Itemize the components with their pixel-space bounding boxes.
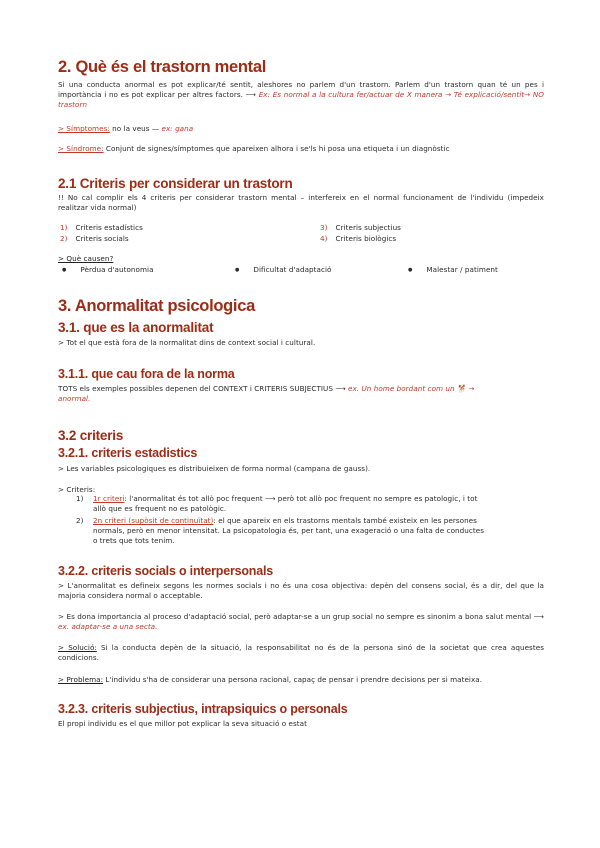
intro-text: Si una conducta anormal es pot explicar/té sentit, aleshores no parlem d'un trastorn. Parlem d'un trastorn quan té un pes i importància i no es pot explicar per altres factors. [58,80,544,100]
criteri-item [93,494,544,514]
criteri-text: el que apareix en els trastorns mentals també existeix en les persones [215,516,477,525]
simptomes-label: > Símptomes: [58,124,110,133]
p2-example: ex. adaptar-se a una secta. [58,622,158,632]
criteri-text: l'anormalitat és tot allò poc frequent ⟶ però tot allò poc frequent no sempre es patologic, i tot [126,494,478,503]
criteria-label: Criteris estadístics [75,223,143,232]
criteri-text-2: normals, però en menor intensitat. La psicopatologia és, per tant, una exageració o una falta de conductes [93,526,485,536]
problema-text: L'individu s'ha de considerar una persona racional, capaç de pensar i prendre decisions per si mateixa. [103,675,483,684]
section-3-2-3-title: 3.2.3. criteris subjectius, intrapsiquics o personals [58,702,348,716]
intro-example: Ex: Es normal a la cultura fer/actuar de X manera → [258,90,452,100]
context-example: ex. Un home bordant com un 🐕 → [348,384,475,393]
problema-line [58,675,482,685]
criteri-label: 2n criteri (supòsit de continuïtat) [93,516,214,525]
section-2-title: 2. Què és el trastorn mental [58,58,267,76]
arrow: ⟶ [243,90,259,100]
solucio-line [58,643,544,663]
section-3-1-1-text [58,384,544,404]
simptomes-text: no la veus — [109,124,162,133]
simptomes-line [58,124,193,134]
criteri-label: 1r criteri [93,494,125,503]
sindrome-text: Conjunt de signes/símptomes que apareixen alhora i se'ls hi posa una etiqueta i un diagnòstic [103,144,450,153]
solucio-label: > Solució: [58,643,97,652]
section-3-title: 3. Anormalitat psicologica [58,297,255,315]
criteria-item [60,234,129,244]
section-3-2-1-text: > Les variables psicologiques es distribuieixen de forma normal (campana de gauss). [58,464,371,473]
cause-label: Malestar / patiment [426,265,498,274]
section-3-1-title: 3.1. que es la anormalitat [58,320,214,335]
section-2-1-title: 2.1 Criteris per considerar un trastorn [58,176,293,191]
bullet-icon [408,265,412,274]
criteri-text-2: allò que es frequent no es patològic. [93,504,227,514]
intro-example-2: Té explicació/sentit→ NO trastorn [58,90,544,110]
criteri-item [93,516,544,547]
criteri-num: 1) [76,494,84,503]
criteri-num: 2) [76,516,84,525]
cause-item [235,265,331,276]
context-text: TOTS els exemples possibles depenen del CONTEXT i CRITERIS SUBJECTIUS ⟶ [58,384,349,393]
section-3-2-title: 3.2 criteris [58,428,124,443]
criteria-num: 2) [60,234,68,243]
criteria-label: Criteris biològics [335,234,397,243]
bullet-icon [62,265,66,274]
causes-label: > Què causen? [58,254,114,263]
p2-text: > Es dona importancia al proceso d'adaptació social, però adaptar-se a un grup social no sempre es sinonim a bona salut mental ⟶ [58,612,544,621]
section-3-2-2-title: 3.2.2. criteris socials o interpersonals [58,564,274,578]
section-3-1-1-title: 3.1.1. que cau fora de la norma [58,367,235,381]
cause-label: Pèrdua d'autonomia [80,265,154,274]
section-3-2-2-p1: > L'anormalitat es defineix segons les normes socials i no és una cosa objectiva: depèn del consens social, és a dir, del que la majoria considera normal o acceptable. [58,581,544,601]
criteri-text-3: o trets que tots tenim. [93,536,175,546]
criteria-item [320,234,396,244]
criteria-item [60,223,143,233]
bullet-icon [235,265,239,274]
context-example-end: anormal. [58,394,91,404]
cause-item [408,265,498,276]
solucio-text: Si la conducta depèn de la situació, la responsabilitat no és de la persona sinó de la societat que crea aquestes condicions. [58,643,544,663]
sindrome-line [58,144,450,154]
criteria-num: 3) [320,223,328,232]
colon: : [213,516,216,525]
section-3-2-1-title: 3.2.1. criteris estadistics [58,446,198,460]
cause-item [62,265,154,276]
criteria-label: Criteris socials [75,234,129,243]
section-3-2-2-p2 [58,612,544,632]
criteria-num: 4) [320,234,328,243]
cause-label: Dificultat d'adaptació [253,265,332,274]
criteria-num: 1) [60,223,68,232]
section-2-intro [58,80,544,111]
criteris-label: > Criteris: [58,485,96,494]
sindrome-label: > Síndrome: [58,144,104,153]
section-3-1-text: > Tot el que està fora de la normalitat dins de context social i cultural. [58,338,316,347]
criteria-label: Criteris subjectius [335,223,401,232]
section-3-2-3-text: El propi individu es el que millor pot explicar la seva situació o estat [58,719,307,728]
criteria-item [320,223,401,233]
simptomes-example: ex: gana [161,124,194,133]
section-2-1-intro: !! No cal complir els 4 criteris per considerar trastorn mental – interfereix en el normal funcionament de l'individu (impedeix realitzar vida normal) [58,193,544,213]
colon: : [124,494,127,503]
problema-label: > Problema: [58,675,104,684]
